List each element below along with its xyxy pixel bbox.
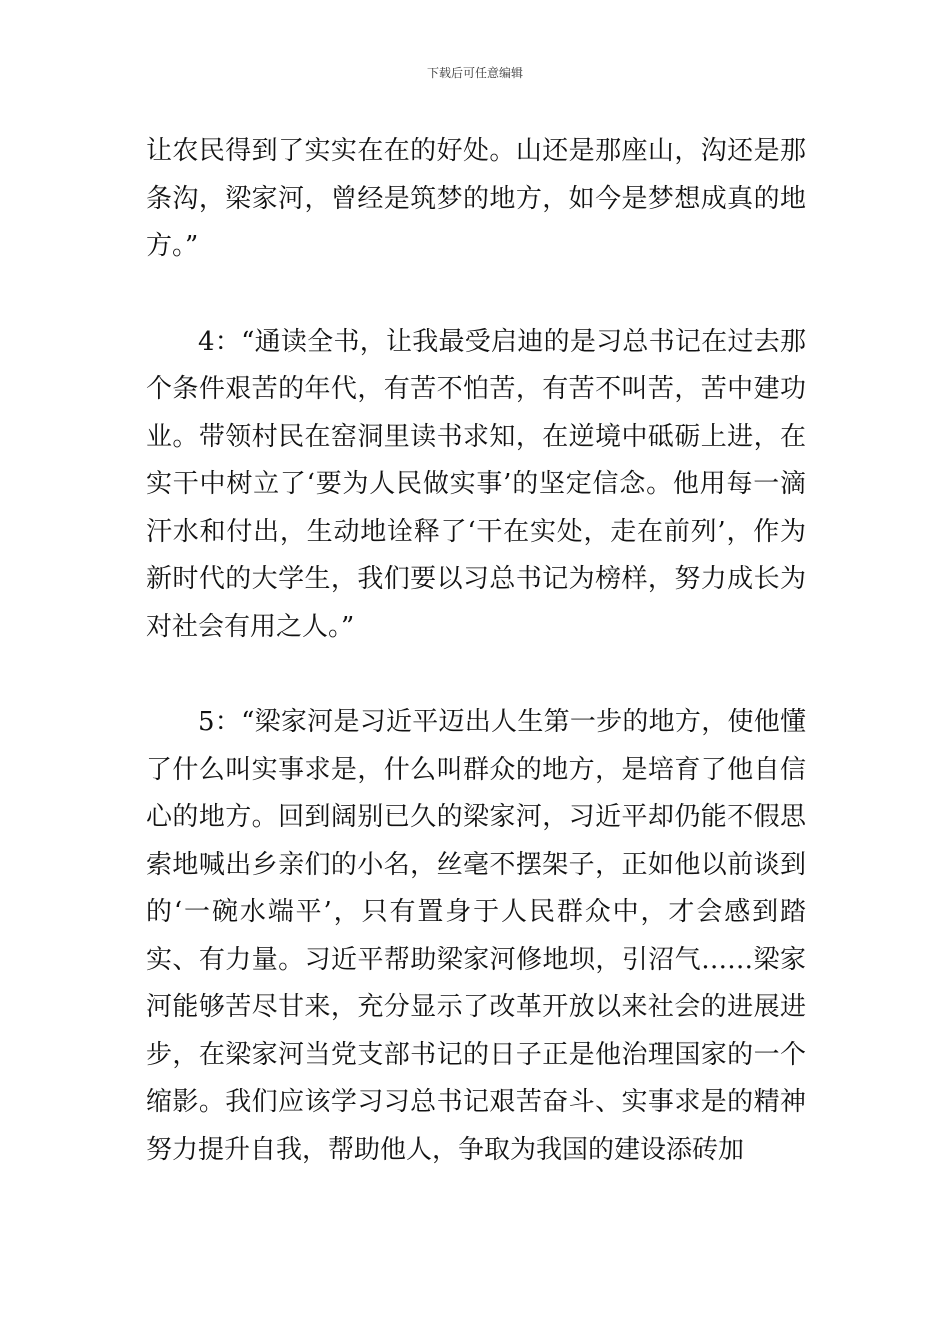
paragraph-continuation: 让农民得到了实实在在的好处。山还是那座山，沟还是那条沟，梁家河，曾经是筑梦的地方，如今是梦想成真的地方。” — [146, 136, 806, 261]
paragraph-quote-5: 5：“梁家河是习近平迈出人生第一步的地方，使他懂了什么叫实事求是，什么叫群众的地方，是培育了他自信心的地方。回到阔别已久的梁家河，习近平却仍能不假思索地喊出乡亲们的小名，丝毫不摆架子，正如他以前谈到的‘一碗水端平’，只有置身于人民群众中，才会感到踏实、有力量。习近平帮助梁家河修地坝，引沼气……梁家河能够苦尽甘来，充分显示了改革开放以来社会的进展进步，在梁家河当党支部书记的日子正是他治理国家的一个缩影。我们应该学习习总书记艰苦奋斗、实事求是的精神努力提升自我，帮助他人，争取为我国的建设添砖加 — [146, 707, 806, 1165]
header-note: 下载后可任意编辑 — [426, 66, 523, 80]
document-body — [146, 128, 806, 1174]
paragraph-quote-4: 4：“通读全书，让我最受启迪的是习总书记在过去那个条件艰苦的年代，有苦不怕苦，有苦不叫苦，苦中建功业。带领村民在窑洞里读书求知，在逆境中砥砺上进，在实干中树立了‘要为人民做实事’的坚定信念。他用每一滴汗水和付出，生动地诠释了‘干在实处，走在前列’，作为新时代的大学生，我们要以习总书记为榜样，努力成长为对社会有用之人。” — [146, 326, 806, 642]
